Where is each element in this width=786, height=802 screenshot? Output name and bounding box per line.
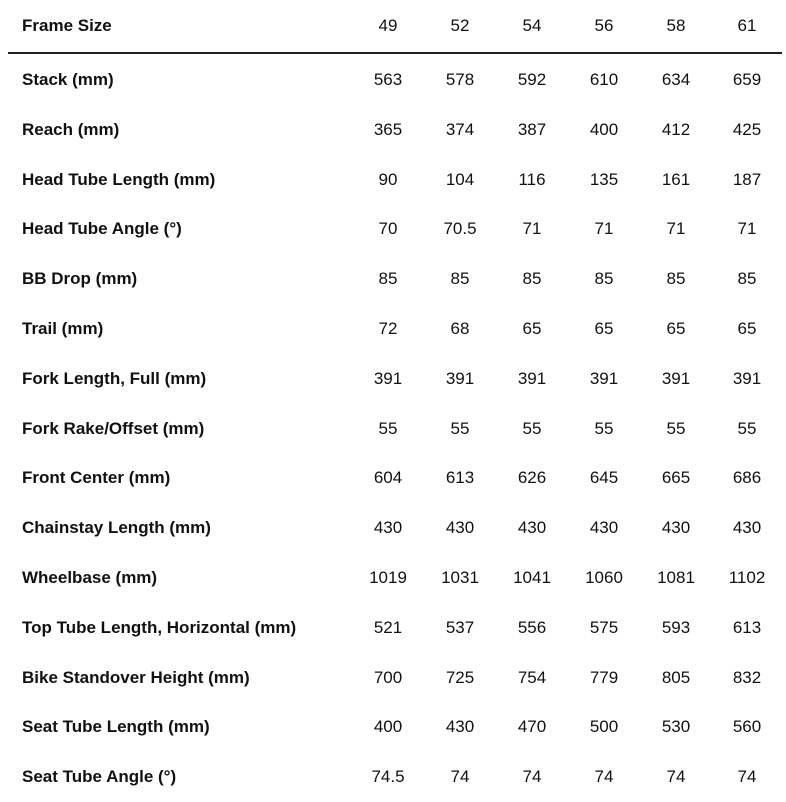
table-row (8, 703, 782, 753)
cell-value: 55 (450, 418, 470, 438)
cell-value: 55 (378, 418, 398, 438)
cell-value: 779 (589, 667, 619, 687)
row-label: Fork Rake/Offset (mm) (22, 418, 205, 438)
cell-value: 575 (589, 617, 619, 637)
cell-value: 610 (589, 70, 619, 89)
table-row (8, 404, 782, 454)
cell-value: 55 (522, 418, 542, 438)
cell-value: 725 (445, 667, 475, 687)
cell-value: 659 (732, 70, 762, 89)
cell-value: 391 (517, 368, 547, 388)
frame-size-header: Frame Size (8, 0, 352, 53)
table-row (8, 254, 782, 304)
row-label: Top Tube Length, Horizontal (mm) (22, 617, 297, 637)
cell-value: 1031 (441, 568, 479, 588)
cell-value: 71 (594, 219, 614, 239)
cell-value: 1041 (513, 568, 551, 588)
cell-value: 85 (666, 269, 686, 289)
cell-value: 55 (666, 418, 686, 438)
cell-value: 1019 (369, 568, 407, 588)
table-row (8, 553, 782, 603)
row-label: BB Drop (mm) (22, 269, 138, 289)
cell-value: 72 (378, 319, 398, 339)
cell-value: 1060 (585, 568, 623, 588)
cell-value: 754 (517, 667, 547, 687)
cell-value: 65 (522, 319, 542, 339)
cell-value: 613 (445, 468, 475, 488)
table-row (8, 105, 782, 155)
cell-value: 645 (589, 468, 619, 488)
cell-value: 74 (737, 767, 757, 787)
cell-value: 85 (378, 269, 398, 289)
cell-value: 85 (594, 269, 614, 289)
cell-value: 71 (522, 219, 542, 239)
row-label: Head Tube Length (mm) (22, 169, 216, 189)
cell-value: 74 (522, 767, 542, 787)
cell-value: 74 (594, 767, 614, 787)
row-label: Reach (mm) (22, 119, 120, 139)
cell-value: 500 (589, 717, 619, 737)
cell-value: 68 (450, 319, 470, 339)
row-label: Seat Tube Angle (°) (22, 767, 177, 787)
cell-value: 70.5 (443, 219, 477, 239)
table-row (8, 752, 782, 802)
cell-value: 686 (732, 468, 762, 488)
table-row (8, 503, 782, 553)
row-label: Fork Length, Full (mm) (22, 368, 207, 388)
table-row (8, 53, 782, 105)
row-label: Front Center (mm) (22, 468, 171, 488)
cell-value: 537 (445, 617, 475, 637)
cell-value: 116 (518, 169, 546, 189)
row-label: Bike Standover Height (mm) (22, 667, 250, 687)
cell-value: 74.5 (371, 767, 405, 787)
cell-value: 578 (445, 70, 475, 89)
geometry-table (8, 0, 782, 802)
cell-value: 430 (661, 518, 691, 538)
cell-value: 556 (517, 617, 547, 637)
cell-value: 71 (737, 219, 757, 239)
cell-value: 470 (517, 717, 547, 737)
cell-value: 805 (661, 667, 691, 687)
cell-value: 626 (517, 468, 547, 488)
cell-value: 391 (373, 368, 403, 388)
cell-value: 135 (589, 169, 619, 189)
cell-value: 391 (732, 368, 762, 388)
cell-value: 425 (732, 119, 762, 139)
cell-value: 700 (373, 667, 403, 687)
cell-value: 70 (378, 219, 398, 239)
table-row (8, 454, 782, 504)
row-label: Seat Tube Length (mm) (22, 717, 210, 737)
cell-value: 430 (732, 518, 762, 538)
row-label: Chainstay Length (mm) (22, 518, 211, 538)
cell-value: 563 (373, 70, 403, 89)
cell-value: 613 (732, 617, 762, 637)
cell-value: 530 (661, 717, 691, 737)
header-row (8, 0, 782, 53)
cell-value: 391 (589, 368, 619, 388)
cell-value: 832 (732, 667, 762, 687)
table-row (8, 354, 782, 404)
cell-value: 391 (661, 368, 691, 388)
cell-value: 592 (517, 70, 547, 89)
cell-value: 374 (445, 119, 475, 139)
table-row (8, 603, 782, 653)
cell-value: 74 (666, 767, 686, 787)
cell-value: 55 (594, 418, 614, 438)
row-label: Trail (mm) (22, 319, 104, 339)
size-header: 49 (352, 0, 424, 53)
cell-value: 187 (732, 169, 762, 189)
cell-value: 593 (661, 617, 691, 637)
cell-value: 85 (737, 269, 757, 289)
size-header: 58 (640, 0, 712, 53)
cell-value: 430 (445, 518, 475, 538)
cell-value: 65 (737, 319, 757, 339)
size-header: 52 (424, 0, 496, 53)
cell-value: 161 (661, 169, 691, 189)
table-row (8, 653, 782, 703)
cell-value: 365 (373, 119, 403, 139)
cell-value: 55 (737, 418, 757, 438)
cell-value: 391 (445, 368, 475, 388)
cell-value: 104 (445, 169, 475, 189)
cell-value: 430 (445, 717, 475, 737)
cell-value: 85 (450, 269, 470, 289)
row-label: Stack (mm) (22, 70, 114, 89)
cell-value: 1102 (728, 568, 766, 588)
cell-value: 430 (589, 518, 619, 538)
table-row (8, 155, 782, 205)
cell-value: 65 (666, 319, 686, 339)
cell-value: 604 (373, 468, 403, 488)
size-header: 56 (568, 0, 640, 53)
cell-value: 65 (594, 319, 614, 339)
cell-value: 430 (373, 518, 403, 538)
cell-value: 634 (661, 70, 691, 89)
cell-value: 71 (666, 219, 686, 239)
row-label: Wheelbase (mm) (22, 568, 158, 588)
table-row (8, 205, 782, 255)
cell-value: 387 (517, 119, 547, 139)
size-header: 54 (496, 0, 568, 53)
row-label: Head Tube Angle (°) (22, 219, 182, 239)
cell-value: 400 (589, 119, 619, 139)
cell-value: 430 (517, 518, 547, 538)
cell-value: 521 (373, 617, 403, 637)
size-header: 61 (712, 0, 782, 53)
cell-value: 560 (732, 717, 762, 737)
table-header (8, 0, 782, 53)
cell-value: 412 (661, 119, 691, 139)
cell-value: 400 (373, 717, 403, 737)
table-body (8, 53, 782, 802)
cell-value: 74 (450, 767, 470, 787)
cell-value: 1081 (657, 568, 695, 588)
cell-value: 665 (661, 468, 691, 488)
cell-value: 90 (378, 169, 398, 189)
cell-value: 85 (522, 269, 542, 289)
table-row (8, 304, 782, 354)
